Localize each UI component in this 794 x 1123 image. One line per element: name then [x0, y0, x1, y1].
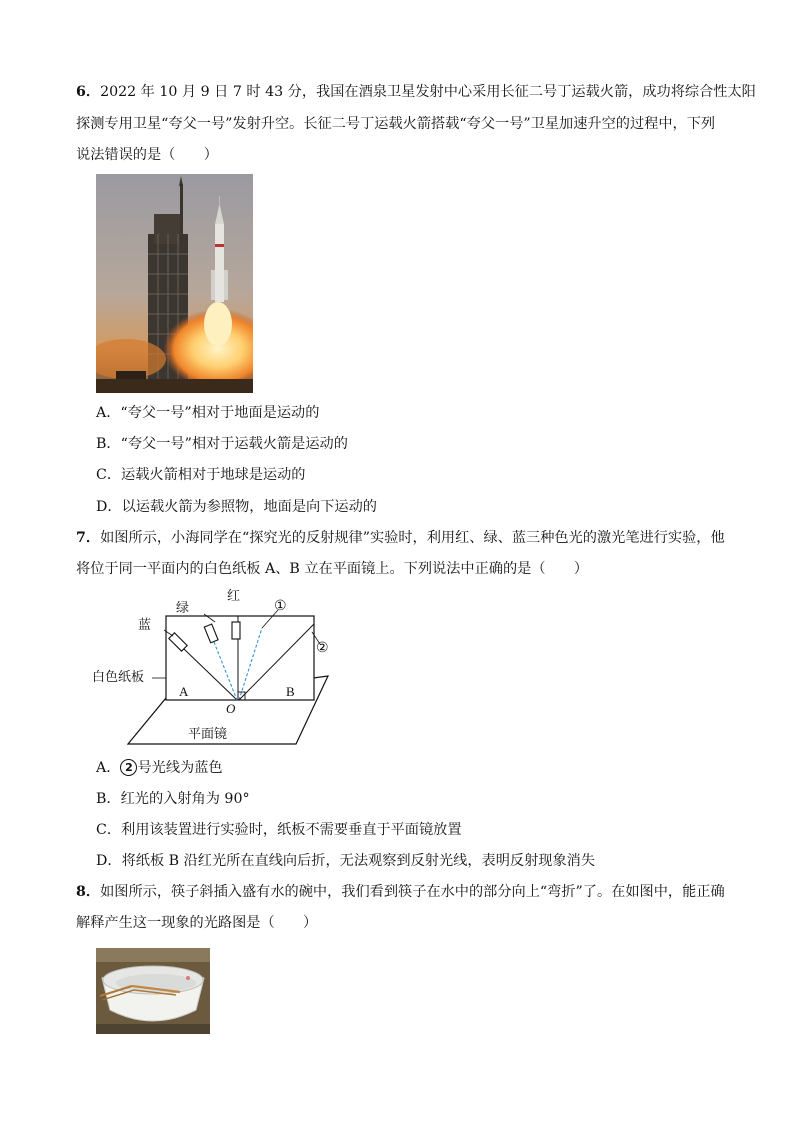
q7-number: 7．: [76, 530, 101, 546]
q6-text-line1: [76, 82, 756, 102]
white-board-label: 白色纸板: [92, 670, 145, 685]
q7-option-a-prefix: A．: [96, 760, 121, 776]
q6-line1: 2022 年 10 月 9 日 7 时 43 分，我国在酒泉卫星发射中心采用长征二号丁运载火箭，成功将综合性太阳: [100, 84, 756, 100]
red-laser-pen: [232, 622, 240, 639]
green-label: 绿: [176, 601, 190, 616]
q7-option-a: [96, 758, 223, 778]
q7-option-b: B．红光的入射角为 90°: [96, 791, 250, 807]
q6-option-c: C．运载火箭相对于地球是运动的: [96, 467, 306, 483]
q6-option-d: D．以运载火箭为参照物，地面是向下运动的: [96, 499, 377, 515]
ray-2-label: ②: [316, 640, 329, 656]
chopsticks-in-bowl-photo: [96, 948, 210, 1034]
q8-text-line2: 解释产生这一现象的光路图是（ ）: [76, 915, 318, 931]
ray-1-label: ①: [274, 598, 287, 614]
blue-label: 蓝: [138, 618, 152, 633]
q8-line1: 如图所示，筷子斜插入盛有水的碗中，我们看到筷子在水中的部分向上“弯折”了。在如图中，能正确: [100, 884, 725, 900]
q6-option-b: B．“夸父一号”相对于运载火箭是运动的: [96, 436, 348, 452]
q8-number: 8．: [76, 884, 101, 900]
q7-text-line2: 将位于同一平面内的白色纸板 A、B 立在平面镜上。下列说法中正确的是（ ）: [76, 561, 589, 577]
q7-text-line1: [76, 528, 725, 548]
mirror-label: 平面镜: [188, 727, 228, 742]
q6-number: 6．: [76, 84, 101, 100]
q7-option-d: D．将纸板 B 沿红光所在直线向后折，无法观察到反射光线，表明反射现象消失: [96, 853, 596, 869]
q7-line1: 如图所示，小海同学在“探究光的反射规律”实验时，利用红、绿、蓝三种色光的激光笔进行实验，他: [100, 530, 725, 546]
red-label: 红: [227, 589, 241, 604]
q6-text-line3: 说法错误的是（ ）: [76, 147, 218, 163]
reflection-experiment-diagram: [80, 588, 340, 748]
rocket-launch-photo: [96, 174, 253, 393]
q8-text-line1: [76, 882, 725, 902]
q7-option-a-text: 号光线为蓝色: [137, 760, 223, 776]
point-o-label: O: [226, 701, 236, 716]
q6-text-line2: 探测专用卫星“夸父一号”发射升空。长征二号丁运载火箭搭载“夸父一号”卫星加速升空的过程中，下列: [76, 116, 716, 132]
board-b-label: B: [286, 684, 295, 699]
board-a-label: A: [179, 684, 189, 699]
q7-option-c: C．利用该装置进行实验时，纸板不需要垂直于平面镜放置: [96, 822, 462, 838]
ray-2-circle-number: 2: [120, 759, 137, 776]
q6-option-a: A．“夸父一号”相对于地面是运动的: [96, 405, 320, 421]
